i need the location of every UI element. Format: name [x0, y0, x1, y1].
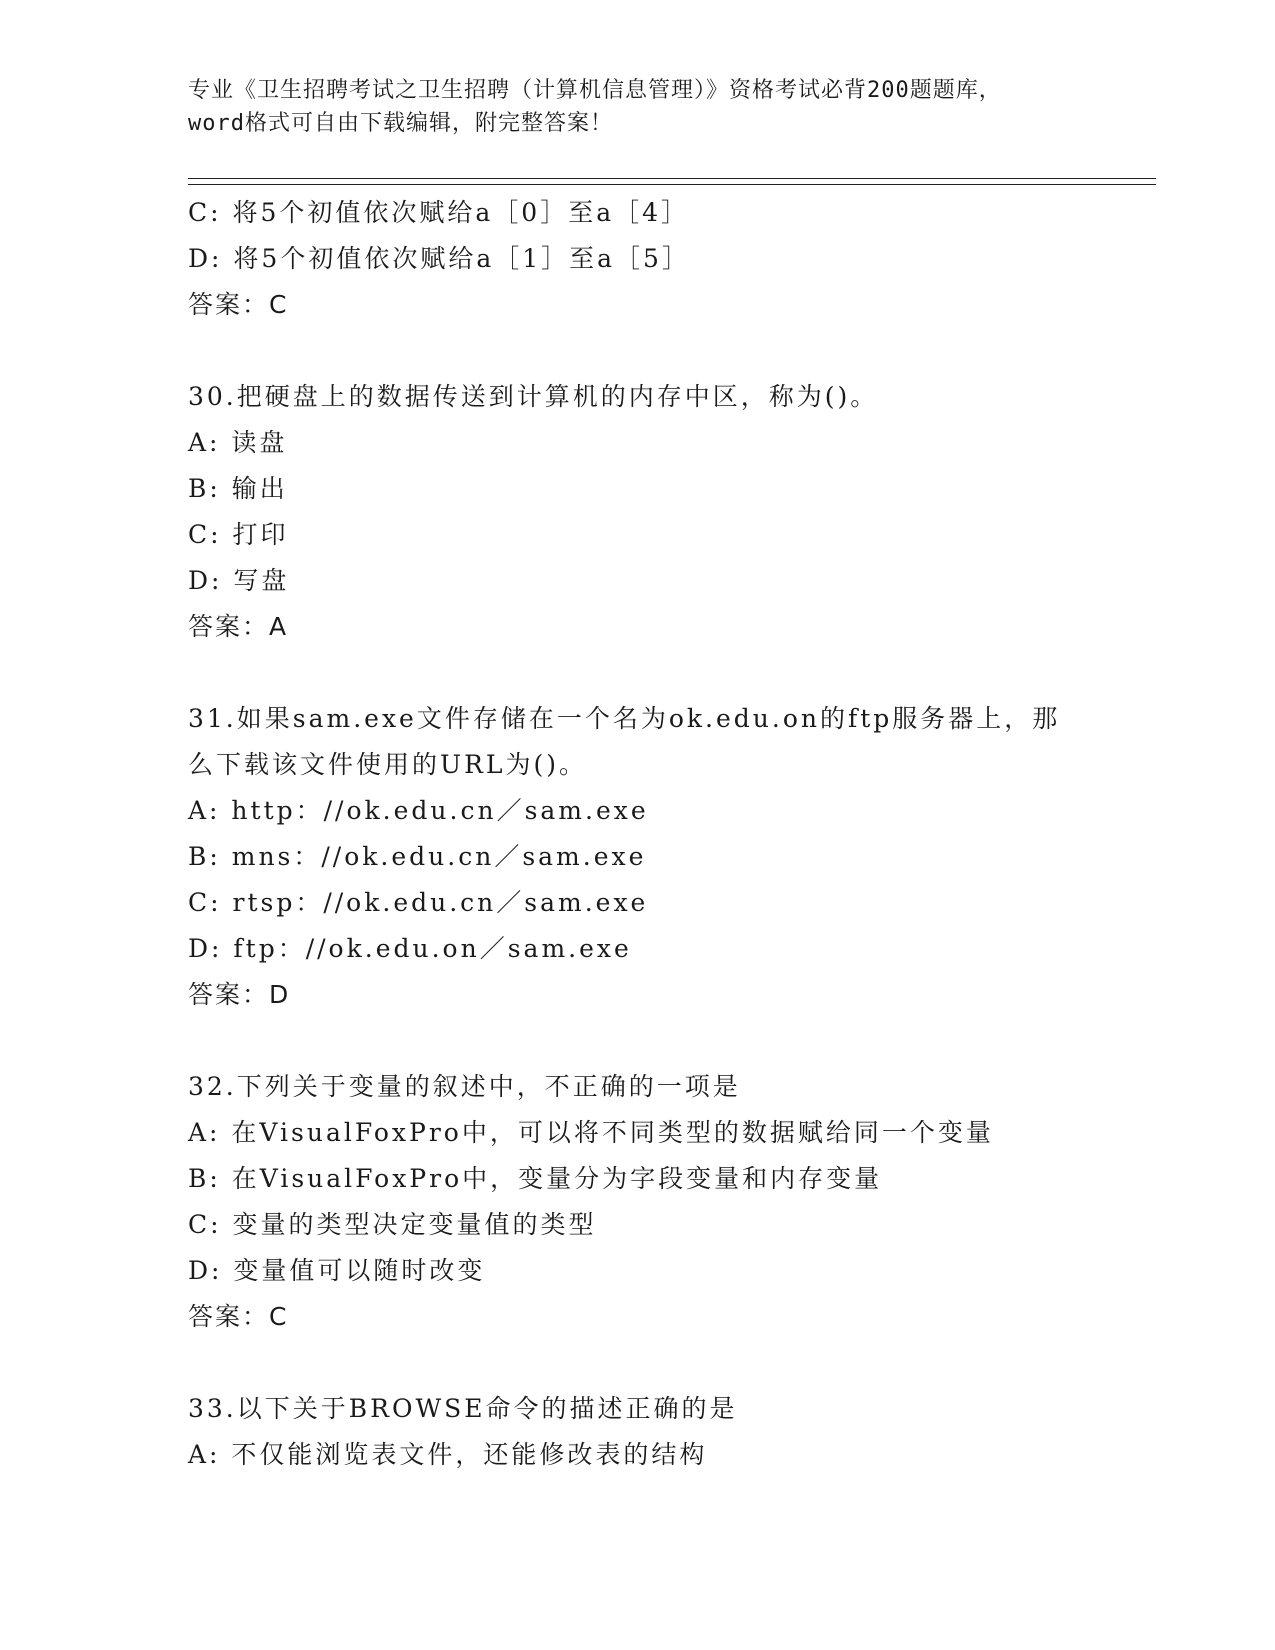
answer-label: 答案：	[188, 1302, 270, 1331]
header-divider-top	[188, 178, 1156, 179]
option-c: C: 变量的类型决定变量值的类型	[188, 1210, 597, 1239]
option-c: C: rtsp：//ok.edu.cn／sam.exe	[188, 888, 649, 917]
answer-label: 答案：	[188, 290, 270, 319]
option-d: D: 变量值可以随时改变	[188, 1256, 486, 1285]
question-32	[188, 1064, 1148, 1340]
answer-line	[188, 1294, 1148, 1340]
header-divider-bottom	[188, 184, 1156, 185]
option-d: D: ftp：//ok.edu.on／sam.exe	[188, 934, 632, 963]
header-line-1: 专业《卫生招聘考试之卫生招聘（计算机信息管理）》资格考试必背200题题库，	[188, 78, 1002, 103]
option-b: B: mns：//ok.edu.cn／sam.exe	[188, 842, 647, 871]
option-d: D: 将5个初值依次赋给a［1］至a［5］	[188, 244, 690, 273]
question-stem-line-2: 么下载该文件使用的URL为()。	[188, 750, 588, 779]
answer-line	[188, 972, 1148, 1018]
answer-value: D	[269, 980, 291, 1009]
question-list	[188, 190, 1148, 1478]
option-a: A: 读盘	[188, 428, 288, 457]
answer-label: 答案：	[188, 612, 270, 641]
answer-label: 答案：	[188, 980, 270, 1009]
question-stem: 32.下列关于变量的叙述中，不正确的一项是	[188, 1072, 741, 1101]
answer-value: C	[269, 1302, 289, 1331]
option-d: D: 写盘	[188, 566, 290, 595]
answer-value: C	[269, 290, 289, 319]
question-33	[188, 1386, 1148, 1478]
option-a: A: 不仅能浏览表文件，还能修改表的结构	[188, 1440, 708, 1469]
question-29	[188, 190, 1148, 328]
answer-line	[188, 282, 1148, 328]
answer-line	[188, 604, 1148, 650]
option-a: A: http：//ok.edu.cn／sam.exe	[188, 796, 649, 825]
question-stem: 30.把硬盘上的数据传送到计算机的内存中区，称为()。	[188, 382, 879, 411]
question-stem: 33.以下关于BROWSE命令的描述正确的是	[188, 1394, 738, 1423]
question-31	[188, 696, 1148, 1018]
option-b: B: 输出	[188, 474, 288, 503]
question-stem-line-1: 31.如果sam.exe文件存储在一个名为ok.edu.on的ftp服务器上，那	[188, 704, 1061, 733]
answer-value: A	[269, 612, 289, 641]
question-30	[188, 374, 1148, 650]
option-b: B: 在VisualFoxPro中，变量分为字段变量和内存变量	[188, 1164, 883, 1193]
document-header	[188, 74, 1088, 140]
option-c: C: 打印	[188, 520, 289, 549]
header-line-2: word格式可自由下载编辑，附完整答案！	[188, 111, 613, 136]
option-a: A: 在VisualFoxPro中，可以将不同类型的数据赋给同一个变量	[188, 1118, 994, 1147]
option-c: C: 将5个初值依次赋给a［0］至a［4］	[188, 198, 690, 227]
